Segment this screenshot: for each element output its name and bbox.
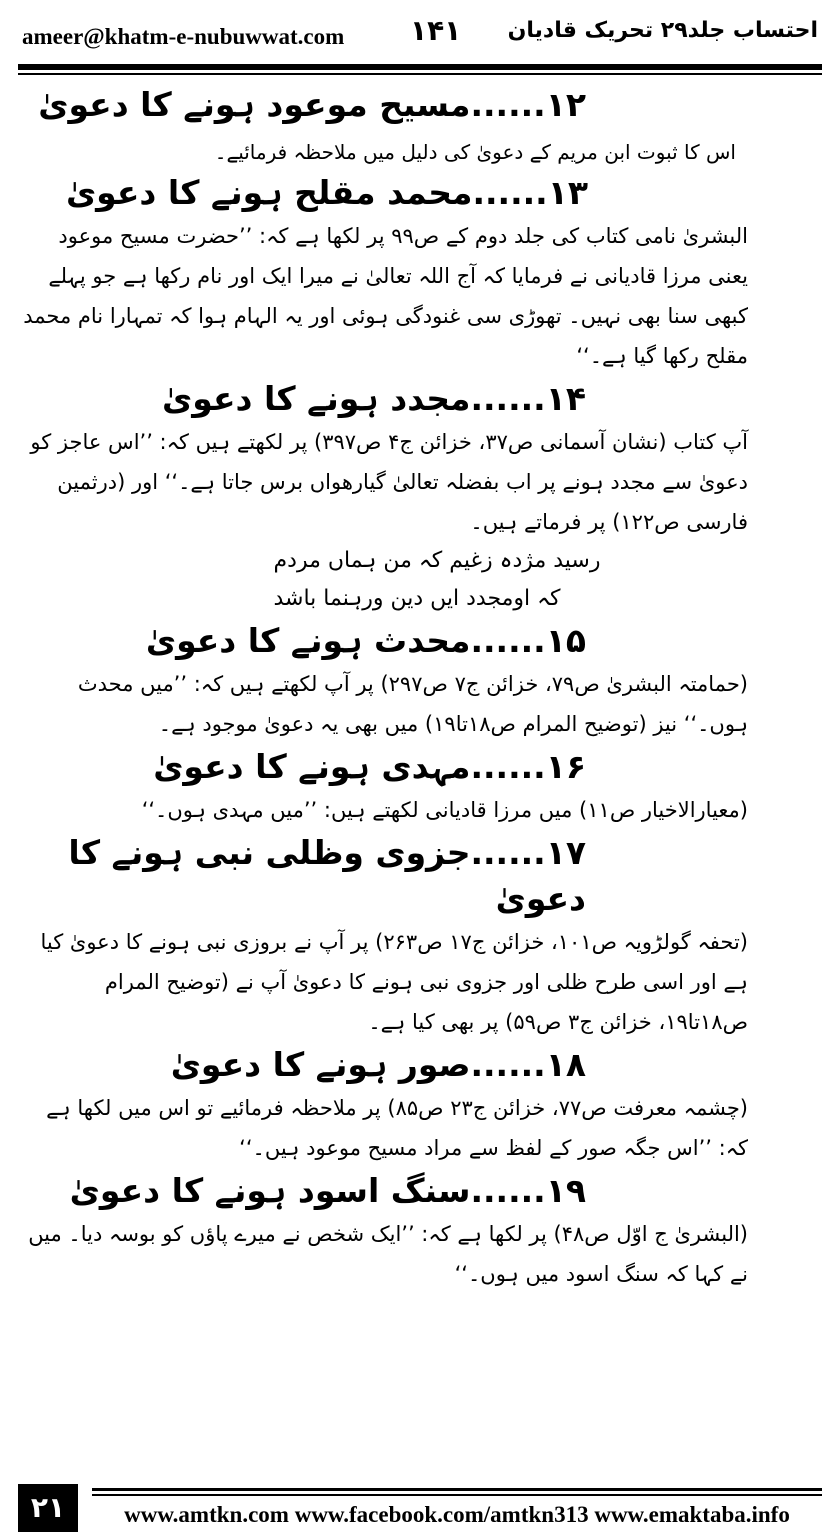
section-paragraph: آپ کتاب (نشان آسمانی ص۳۷، خزائن ج۴ ص۳۹۷) پر لکھتے ہیں کہ: ’’اس عاجز کو دعویٰ سے مجدد ہونے پر اب بفضلہ تعالیٰ گیارھواں برس جاتا ہے۔‘‘ اور (درثمین فارسی ص۱۲۲) پر فرماتے ہیں۔ <box>30 430 748 534</box>
section-heading: ۱۷......جزوی وظلی نبی ہونے کا دعویٰ <box>68 833 586 918</box>
section-heading: ۱۳......محمد مقلح ہونے کا دعویٰ <box>65 173 588 212</box>
section-paragraph: (البشریٰ ج اوّل ص۴۸) پر لکھا ہے کہ: ’’ایک شخص نے میرے پاؤں کو بوسہ دیا۔ میں نے کہا کہ سنگ اسود میں ہوں۔‘‘ <box>28 1222 748 1286</box>
footer-rule-thin <box>92 1494 822 1496</box>
footer-page-badge: ۲۱ <box>18 1484 78 1532</box>
section-heading: ۱۴......مجدد ہونے کا دعویٰ <box>162 379 586 418</box>
footer-rule-thick <box>92 1488 822 1491</box>
header-email: ameer@khatm-e-nubuwwat.com <box>22 24 345 49</box>
section-paragraph: (تحفہ گولڑویہ ص۱۰۱، خزائن ج۱۷ ص۲۶۳) پر آپ نے بروزی نبی ہونے کا دعویٰ کیا ہے اور اسی طرح ظلی اور جزوی نبی ہونے کا دعویٰ آپ نے (توضیح المرام ص۱۸تا۱۹، خزائن ج۳ ص۵۹) پر بھی کیا ہے۔ <box>40 930 748 1034</box>
verse-line: کہ اومجدد ایں دین ورہنما باشد <box>273 586 561 611</box>
verse-line: رسید مژدہ زغیم کہ من ہماں مردم <box>273 548 601 573</box>
page-header <box>18 8 822 60</box>
header-rule-thick <box>18 64 822 70</box>
section-paragraph: البشریٰ نامی کتاب کی جلد دوم کے ص۹۹ پر لکھا ہے کہ: ’’حضرت مسیح موعود یعنی مرزا قادیانی نے فرمایا کہ آج اللہ تعالیٰ نے میرا ایک اور نام رکھا ہے جو پہلے کبھی سنا بھی نہیں۔ تھوڑی سی غنودگی ہوئی اور یہ الہام ہوا کہ تمہارا نام محمد مقلح رکھا گیا ہے۔‘‘ <box>23 224 748 368</box>
page-number: ۱۴۱ <box>410 14 462 47</box>
section-paragraph: (معیارالاخیار ص۱۱) میں مرزا قادیانی لکھتے ہیں: ’’میں مہدی ہوں۔‘‘ <box>141 798 748 822</box>
section-heading: ۱۶......مہدی ہونے کا دعویٰ <box>153 747 586 786</box>
footer-links: www.amtkn.com www.facebook.com/amtkn313 www.emaktaba.info <box>124 1502 790 1527</box>
section-paragraph: (حمامتہ البشریٰ ص۷۹، خزائن ج۷ ص۲۹۷) پر آپ لکھتے ہیں کہ: ’’میں محدث ہوں۔‘‘ نیز (توضیح المرام ص۱۸تا۱۹) میں بھی یہ دعویٰ موجود ہے۔ <box>77 672 748 736</box>
header-rule-thin <box>18 73 822 75</box>
section-heading: ۱۲......مسیح موعود ہونے کا دعویٰ <box>38 85 586 124</box>
section-heading: ۱۵......محدث ہونے کا دعویٰ <box>145 621 586 660</box>
section-heading: ۱۹......سنگ اسود ہونے کا دعویٰ <box>69 1171 586 1210</box>
section-paragraph: (چشمہ معرفت ص۷۷، خزائن ج۲۳ ص۸۵) پر ملاحظہ فرمائیے تو اس میں لکھا ہے کہ: ’’اس جگہ صور کے لفظ سے مراد مسیح موعود ہیں۔‘‘ <box>46 1096 748 1160</box>
book-title: احتساب جلد۲۹ تحریک قادیان <box>507 18 818 43</box>
page-body <box>18 82 816 1472</box>
section-paragraph: اس کا ثبوت ابن مریم کے دعویٰ کی دلیل میں ملاحظہ فرمائیے۔ <box>214 140 736 164</box>
section-heading: ۱۸......صور ہونے کا دعویٰ <box>170 1045 586 1084</box>
